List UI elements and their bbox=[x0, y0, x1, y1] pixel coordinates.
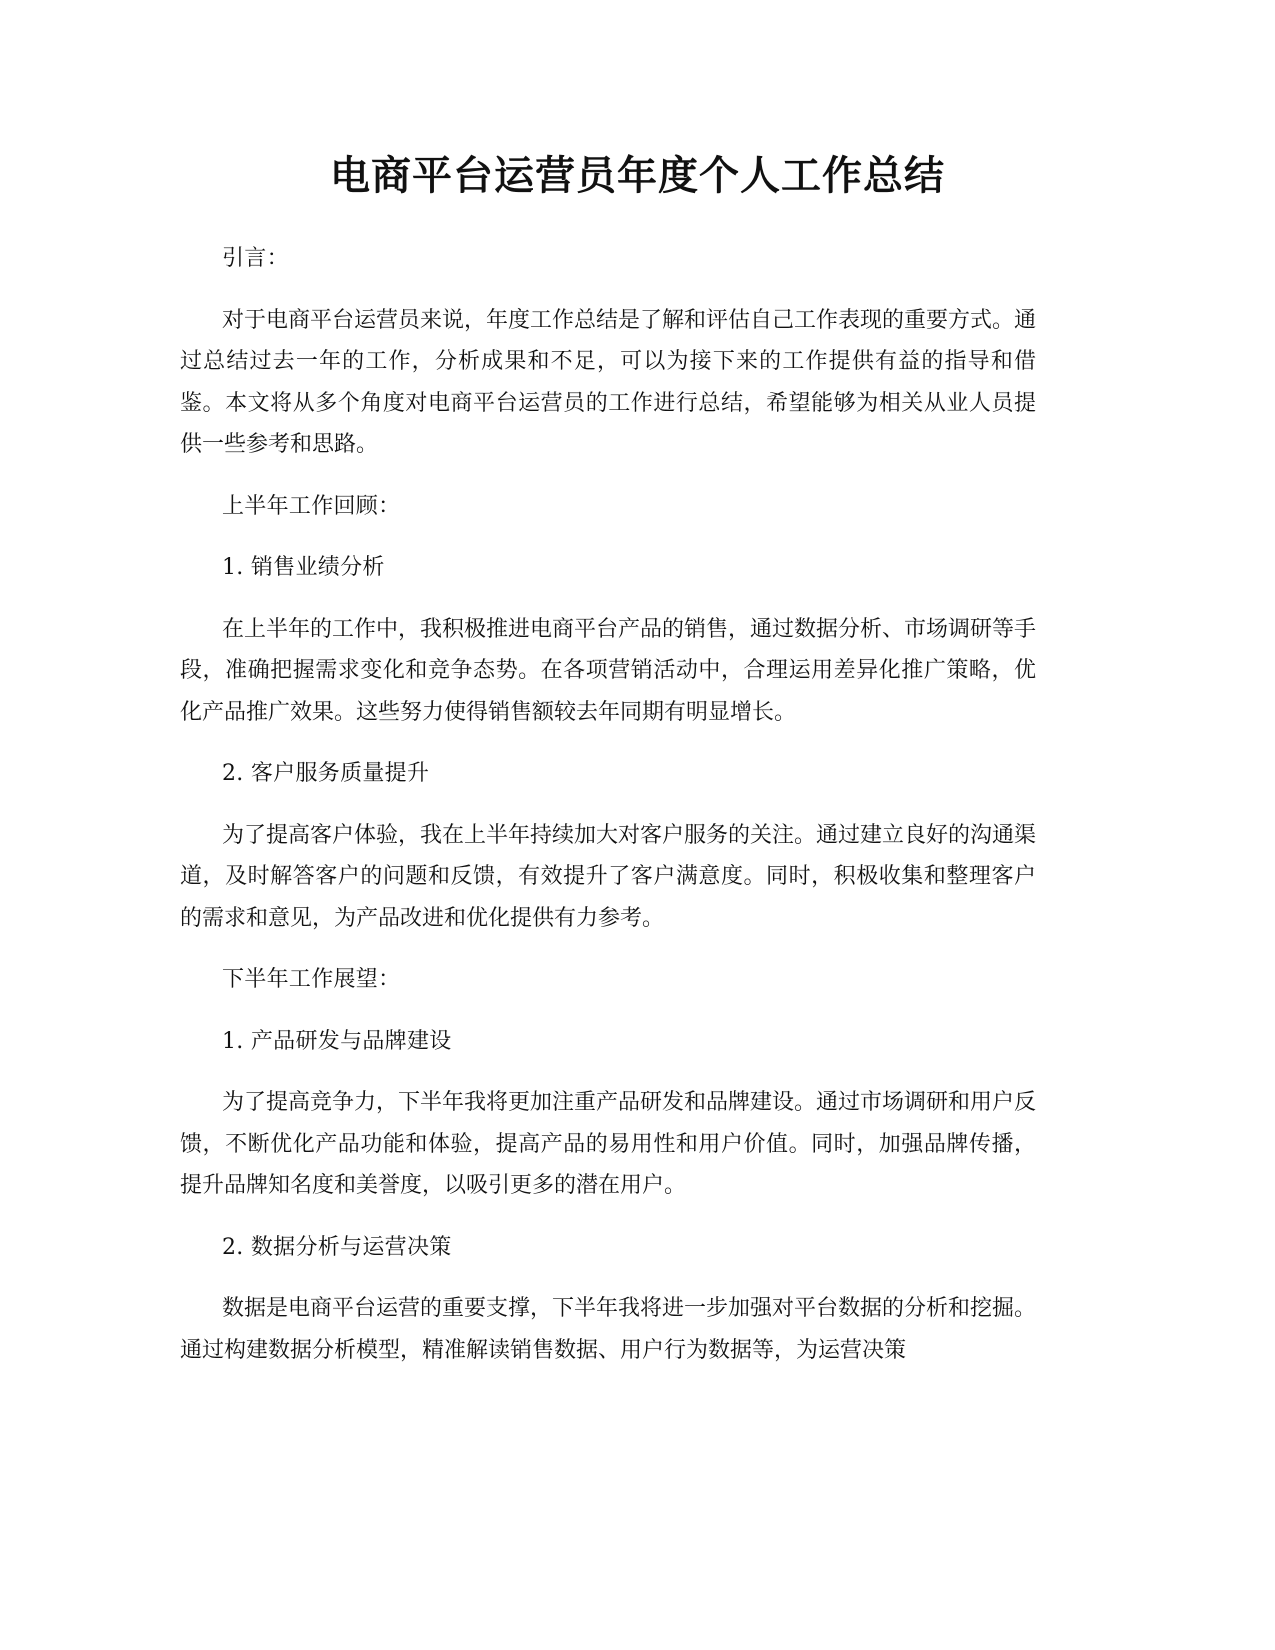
sales-performance-heading: 1. 销售业绩分析 bbox=[222, 555, 385, 580]
intro-heading: 引言： bbox=[222, 246, 289, 271]
first-half-heading: 上半年工作回顾： bbox=[222, 493, 401, 519]
data-analysis-heading: 2. 数据分析与运营决策 bbox=[222, 1234, 452, 1260]
document-title: 电商平台运营员年度个人工作总结 bbox=[330, 153, 945, 199]
sales-performance-paragraph: 在上半年的工作中，我积极推进电商平台产品的销售，通过数据分析、市场调研等手段，准确把握需求变化和竞争态势。在各项营销活动中，合理运用差异化推广策略，优化产品推广效果。这些努力使得销售额较去年同期有明显增长。 bbox=[180, 616, 1037, 725]
product-brand-paragraph: 为了提高竞争力，下半年我将更加注重产品研发和品牌建设。通过市场调研和用户反馈，不断优化产品功能和体验，提高产品的易用性和用户价值。同时，加强品牌传播，提升品牌知名度和美誉度，以吸引更多的潜在用户。 bbox=[180, 1090, 1037, 1198]
document-body bbox=[180, 238, 1036, 1371]
customer-service-paragraph: 为了提高客户体验，我在上半年持续加大对客户服务的关注。通过建立良好的沟通渠道，及时解答客户的问题和反馈，有效提升了客户满意度。同时，积极收集和整理客户的需求和意见，为产品改进和优化提供有力参考。 bbox=[180, 822, 1037, 931]
data-analysis-paragraph: 数据是电商平台运营的重要支撑，下半年我将进一步加强对平台数据的分析和挖掘。通过构建数据分析模型，精准解读销售数据、用户行为数据等，为运营决策 bbox=[180, 1296, 1037, 1363]
product-brand-heading: 1. 产品研发与品牌建设 bbox=[222, 1028, 452, 1054]
intro-paragraph: 对于电商平台运营员来说，年度工作总结是了解和评估自己工作表现的重要方式。通过总结过去一年的工作，分析成果和不足，可以为接下来的工作提供有益的指导和借鉴。本文将从多个角度对电商平台运营员的工作进行总结，希望能够为相关从业人员提供一些参考和思路。 bbox=[180, 307, 1037, 457]
customer-service-heading: 2. 客户服务质量提升 bbox=[222, 761, 430, 786]
second-half-heading: 下半年工作展望： bbox=[222, 967, 401, 992]
